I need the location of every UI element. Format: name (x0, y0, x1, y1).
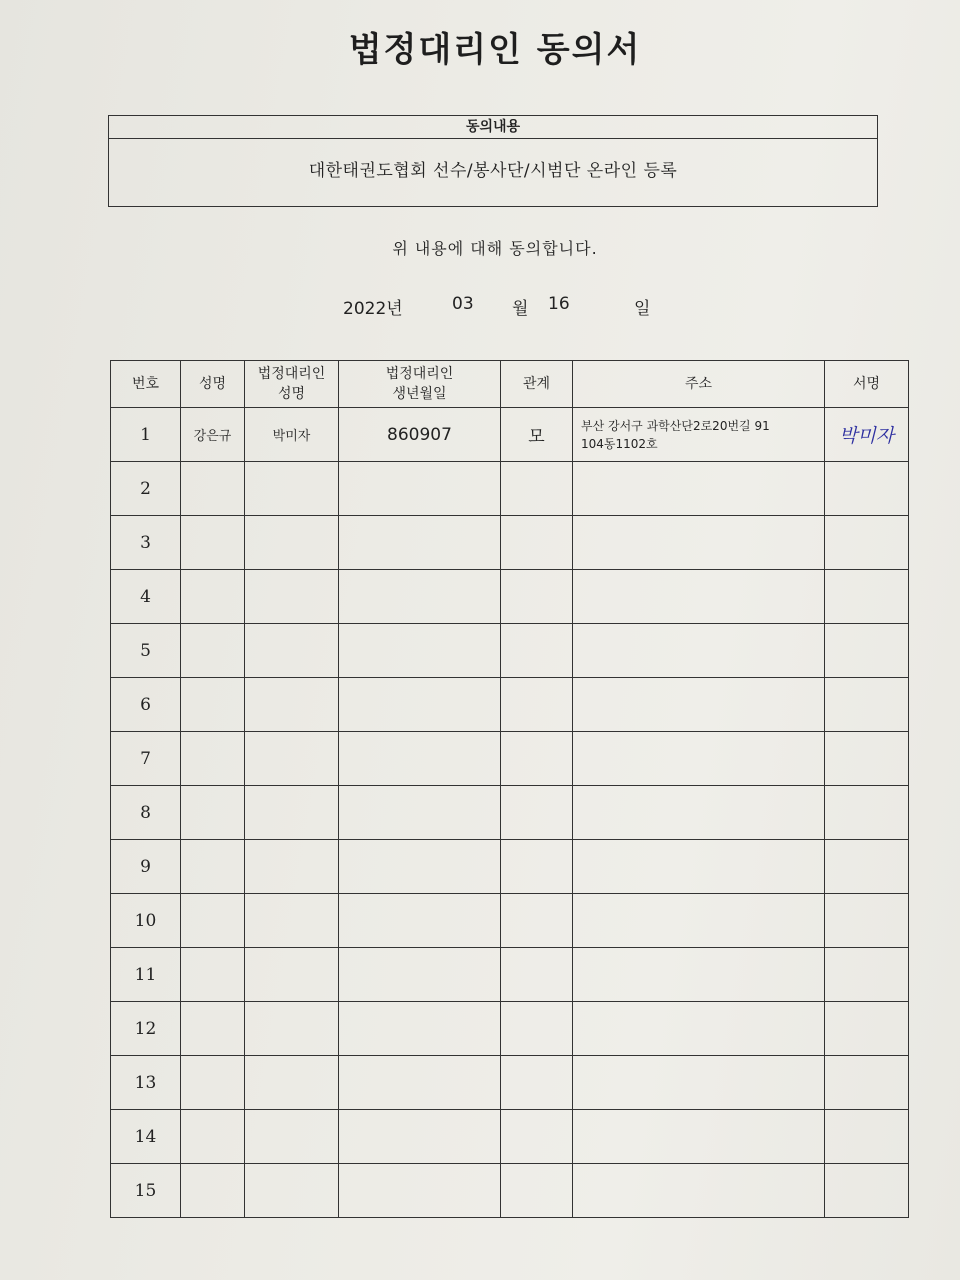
empty-cell (245, 948, 339, 1002)
empty-cell (181, 948, 245, 1002)
empty-cell (339, 1110, 501, 1164)
date-month-label: 월 (512, 299, 529, 319)
table-row (111, 1110, 909, 1164)
table-row (111, 732, 909, 786)
empty-cell (339, 948, 501, 1002)
empty-cell (501, 516, 573, 570)
guardian-birthdate: 860907 (339, 408, 501, 462)
table-row (111, 624, 909, 678)
empty-cell (501, 1164, 573, 1218)
empty-cell (825, 1110, 909, 1164)
empty-cell (573, 516, 825, 570)
consent-body: 대한태권도협회 선수/봉사단/시범단 온라인 등록 (308, 161, 678, 181)
handwritten-signature: 박미자 (838, 425, 895, 447)
row-number: 10 (111, 894, 181, 948)
empty-cell (573, 948, 825, 1002)
empty-cell (339, 840, 501, 894)
empty-cell (339, 732, 501, 786)
date-year: 2022년 (343, 299, 403, 319)
row-number: 11 (111, 948, 181, 1002)
table-row (111, 516, 909, 570)
empty-cell (501, 948, 573, 1002)
empty-cell (181, 678, 245, 732)
empty-cell (181, 1164, 245, 1218)
table-row (111, 408, 909, 462)
empty-cell (245, 894, 339, 948)
empty-cell (825, 1056, 909, 1110)
empty-cell (825, 840, 909, 894)
signature-cell (825, 408, 909, 462)
table-row (111, 678, 909, 732)
empty-cell (501, 678, 573, 732)
empty-cell (339, 1164, 501, 1218)
row-number: 4 (111, 570, 181, 624)
empty-cell (181, 840, 245, 894)
date-month: 03 (452, 294, 474, 314)
empty-cell (501, 786, 573, 840)
empty-cell (825, 894, 909, 948)
empty-cell (245, 786, 339, 840)
empty-cell (339, 570, 501, 624)
row-number: 9 (111, 840, 181, 894)
table-row (111, 462, 909, 516)
empty-cell (573, 678, 825, 732)
guardian-table (110, 360, 909, 1218)
empty-cell (245, 732, 339, 786)
header-no: 번호 (111, 361, 181, 408)
empty-cell (825, 678, 909, 732)
empty-cell (825, 1164, 909, 1218)
empty-cell (245, 1002, 339, 1056)
empty-cell (245, 624, 339, 678)
empty-cell (573, 624, 825, 678)
empty-cell (825, 570, 909, 624)
empty-cell (825, 732, 909, 786)
empty-cell (573, 732, 825, 786)
empty-cell (245, 570, 339, 624)
table-row (111, 1164, 909, 1218)
table-header-row (111, 361, 909, 408)
student-name: 강은규 (181, 408, 245, 462)
empty-cell (339, 516, 501, 570)
empty-cell (339, 624, 501, 678)
guardian-name: 박미자 (245, 408, 339, 462)
agreement-statement: 위 내용에 대해 동의합니다. (392, 239, 598, 258)
empty-cell (245, 1110, 339, 1164)
row-number: 6 (111, 678, 181, 732)
empty-cell (181, 786, 245, 840)
address (573, 408, 825, 462)
date-day-label: 일 (634, 299, 651, 319)
relation: 모 (501, 408, 573, 462)
empty-cell (573, 462, 825, 516)
table-row (111, 570, 909, 624)
empty-cell (825, 786, 909, 840)
empty-cell (245, 462, 339, 516)
header-signature: 서명 (825, 361, 909, 408)
date-day: 16 (548, 294, 570, 314)
empty-cell (501, 894, 573, 948)
empty-cell (573, 894, 825, 948)
empty-cell (825, 516, 909, 570)
header-guardian-name-line1: 법정대리인 (257, 366, 326, 382)
row-number: 3 (111, 516, 181, 570)
row-number: 7 (111, 732, 181, 786)
header-guardian-name-line2: 성명 (277, 386, 306, 402)
empty-cell (573, 1056, 825, 1110)
empty-cell (339, 462, 501, 516)
address-line1: 부산 강서구 과학산단2로20번길 91 (581, 418, 770, 433)
empty-cell (339, 894, 501, 948)
empty-cell (339, 786, 501, 840)
empty-cell (573, 1110, 825, 1164)
empty-cell (181, 516, 245, 570)
row-number: 12 (111, 1002, 181, 1056)
header-relation: 관계 (501, 361, 573, 408)
empty-cell (501, 1002, 573, 1056)
empty-cell (501, 1056, 573, 1110)
empty-cell (573, 1164, 825, 1218)
table-row (111, 786, 909, 840)
empty-cell (501, 732, 573, 786)
empty-cell (501, 570, 573, 624)
empty-cell (825, 462, 909, 516)
empty-cell (573, 840, 825, 894)
empty-cell (181, 1002, 245, 1056)
empty-cell (339, 678, 501, 732)
table-row (111, 1056, 909, 1110)
empty-cell (501, 840, 573, 894)
header-name: 성명 (181, 361, 245, 408)
empty-cell (825, 1002, 909, 1056)
row-number: 14 (111, 1110, 181, 1164)
empty-cell (245, 678, 339, 732)
header-guardian-name (245, 361, 339, 408)
empty-cell (181, 570, 245, 624)
empty-cell (245, 516, 339, 570)
empty-cell (245, 1164, 339, 1218)
empty-cell (339, 1002, 501, 1056)
empty-cell (339, 1056, 501, 1110)
table-row (111, 840, 909, 894)
header-guardian-birth-line2: 생년월일 (392, 386, 447, 402)
empty-cell (181, 624, 245, 678)
empty-cell (573, 1002, 825, 1056)
row-number: 8 (111, 786, 181, 840)
empty-cell (825, 624, 909, 678)
header-guardian-birth (339, 361, 501, 408)
row-number: 5 (111, 624, 181, 678)
empty-cell (181, 1110, 245, 1164)
empty-cell (573, 570, 825, 624)
empty-cell (181, 462, 245, 516)
consent-header: 동의내용 (109, 116, 877, 139)
row-number: 15 (111, 1164, 181, 1218)
table-row (111, 948, 909, 1002)
row-number: 13 (111, 1056, 181, 1110)
empty-cell (501, 462, 573, 516)
header-guardian-birth-line1: 법정대리인 (385, 366, 454, 382)
empty-cell (245, 1056, 339, 1110)
row-number: 2 (111, 462, 181, 516)
empty-cell (181, 894, 245, 948)
header-address: 주소 (573, 361, 825, 408)
empty-cell (181, 732, 245, 786)
empty-cell (181, 1056, 245, 1110)
row-number: 1 (111, 408, 181, 462)
empty-cell (501, 1110, 573, 1164)
address-line2: 104동1102호 (581, 436, 658, 451)
consent-box (108, 115, 878, 207)
empty-cell (245, 840, 339, 894)
empty-cell (573, 786, 825, 840)
table-row (111, 894, 909, 948)
empty-cell (825, 948, 909, 1002)
empty-cell (501, 624, 573, 678)
document-title: 법정대리인 동의서 (348, 30, 642, 70)
table-row (111, 1002, 909, 1056)
